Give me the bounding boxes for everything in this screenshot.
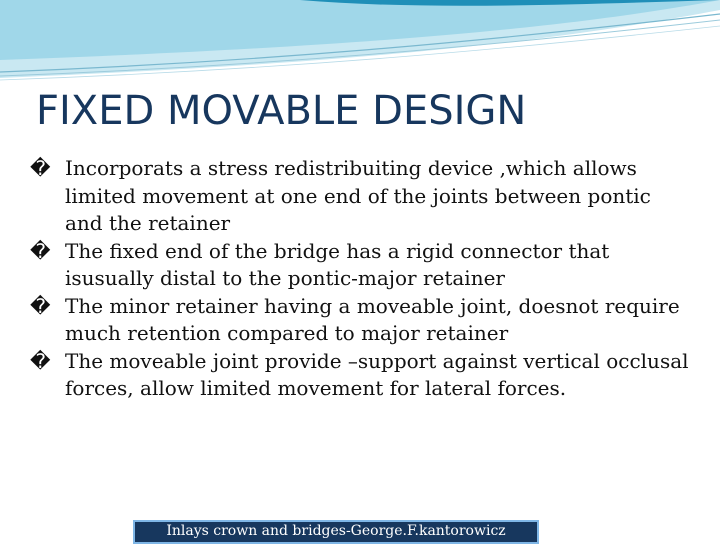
bullet-item (30, 238, 690, 293)
bullet-marker-icon: � (30, 348, 51, 373)
header-wave-decoration (0, 0, 720, 90)
bullet-marker-icon: � (30, 238, 51, 263)
bullet-text: Incorporats a stress redistribuiting device ,which allows limited movement at one end of the joints between pontic and the retainer (65, 156, 651, 235)
bullet-marker-icon: � (30, 293, 51, 318)
bullet-item (30, 155, 690, 238)
bullet-text: The moveable joint provide –support against vertical occlusal forces, allow limited movement for lateral forces. (65, 348, 689, 400)
bullet-text: The fixed end of the bridge has a rigid connector that isusually distal to the pontic-major retainer (65, 238, 610, 290)
bullet-item (30, 348, 690, 403)
bullet-item (30, 293, 690, 348)
footer-citation: Inlays crown and bridges-George.F.kantorowicz (133, 520, 539, 544)
bullet-text: The minor retainer having a moveable joint, doesnot require much retention compared to major retainer (65, 293, 680, 345)
bullet-list (30, 155, 690, 403)
slide-title: FIXED MOVABLE DESIGN (36, 88, 527, 134)
bullet-marker-icon: � (30, 156, 51, 180)
